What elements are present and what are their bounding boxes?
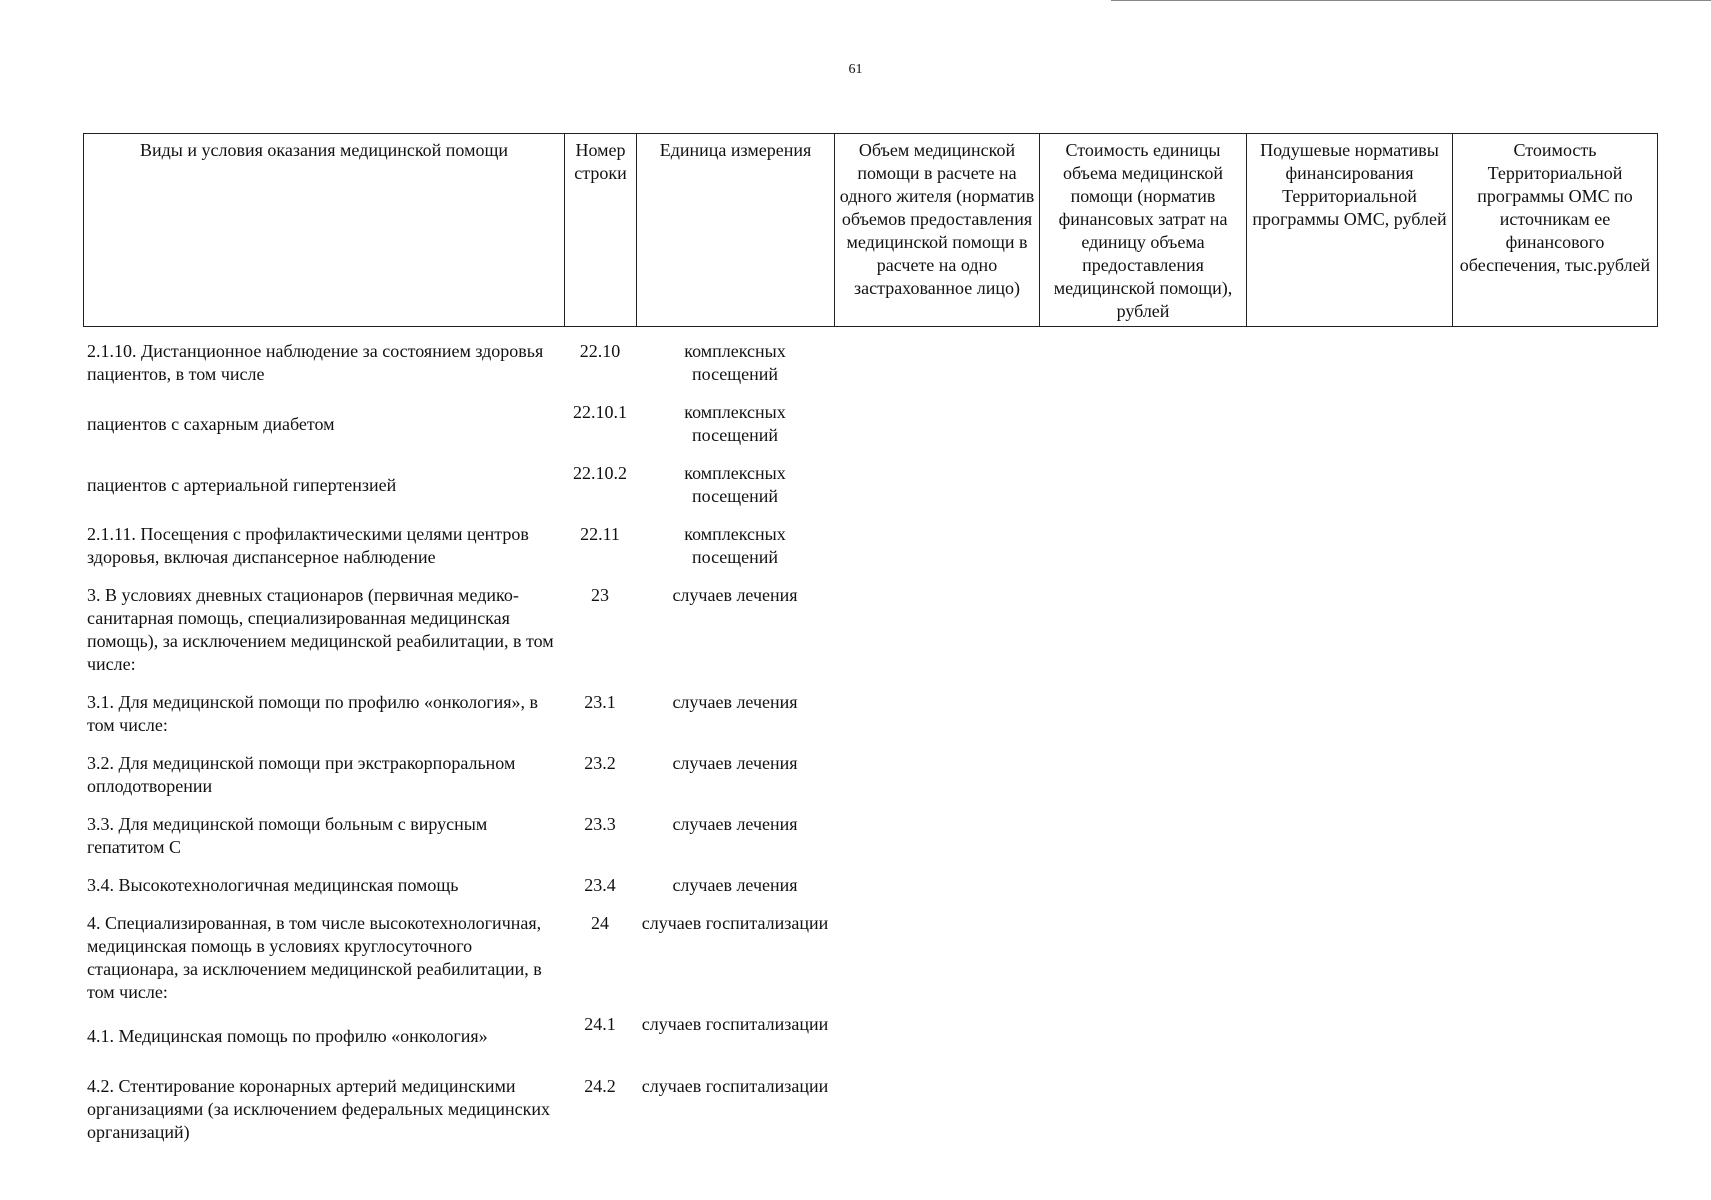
row-unit: случаев лечения — [672, 753, 798, 773]
row-name: 3.1. Для медицинской помощи по профилю «онкология», в том числе: — [87, 692, 538, 735]
col-header-unit: Единица измерения — [637, 134, 835, 327]
row-number: 23.4 — [584, 875, 616, 895]
row-unit: случаев лечения — [672, 814, 798, 834]
table-row — [83, 752, 834, 813]
row-number: 22.11 — [580, 524, 620, 544]
page-number: 61 — [848, 62, 863, 77]
row-name: 3. В условиях дневных стационаров (первичная медико-санитарная помощь, специализированная медицинская помощь), за исключением медицинской реабилитации, в том числе: — [87, 585, 554, 674]
top-edge-rule — [1111, 0, 1711, 1]
row-unit: случаев госпитализации — [641, 1076, 829, 1096]
col-header-row-number: Номер строки — [565, 134, 637, 327]
row-number: 24 — [591, 913, 609, 933]
col-header-program-cost: Стоимость Территориальной программы ОМС по источникам ее финансового обеспечения, тыс.рублей — [1453, 134, 1658, 327]
row-name: 4.2. Стентирование коронарных артерий медицинскими организациями (за исключением федеральных медицинских организаций) — [87, 1076, 551, 1142]
row-number: 23.3 — [584, 814, 616, 834]
table-row — [83, 401, 834, 462]
row-unit: комплексных посещений — [684, 463, 786, 506]
row-unit: случаев госпитализации — [641, 1014, 829, 1034]
table-row — [83, 462, 834, 523]
row-name: 4. Специализированная, в том числе высокотехнологичная, медицинская помощь в условиях круглосуточного стационара, за исключением медицинской реабилитации, в том числе: — [87, 913, 542, 1002]
table-row — [83, 584, 834, 691]
col-header-types: Виды и условия оказания медицинской помощи — [84, 134, 565, 327]
table-row — [83, 340, 834, 401]
row-number: 24.2 — [584, 1076, 616, 1096]
row-name: 2.1.11. Посещения с профилактическими целями центров здоровья, включая диспансерное наблюдение — [87, 524, 529, 567]
row-name: пациентов с сахарным диабетом — [87, 414, 335, 434]
row-unit: комплексных посещений — [684, 341, 786, 384]
table-row — [83, 912, 834, 1013]
col-header-per-capita: Подушевые нормативы финансирования Территориальной программы ОМС, рублей — [1247, 134, 1453, 327]
row-number: 22.10 — [579, 341, 621, 361]
row-number: 22.10.1 — [573, 402, 627, 422]
table-row — [83, 1075, 834, 1145]
col-header-unit-cost: Стоимость единицы объема медицинской помощи (норматив финансовых затрат на единицу объема предоставления медицинской помощи), рублей — [1040, 134, 1247, 327]
row-unit: случаев лечения — [672, 585, 798, 605]
col-header-volume: Объем медицинской помощи в расчете на одного жителя (норматив объемов предоставления медицинской помощи в расчете на одно застрахованное лицо) — [835, 134, 1040, 327]
table-row — [83, 691, 834, 752]
table-header — [83, 133, 1658, 327]
row-number: 23.1 — [584, 692, 616, 712]
table-row — [83, 523, 834, 584]
row-unit: случаев лечения — [672, 692, 798, 712]
table-row — [83, 813, 834, 874]
row-unit: случаев лечения — [672, 875, 798, 895]
row-unit: комплексных посещений — [684, 524, 786, 567]
row-name: 3.4. Высокотехнологичная медицинская помощь — [87, 875, 459, 895]
row-name: пациентов с артериальной гипертензией — [87, 475, 397, 495]
row-number: 24.1 — [584, 1014, 616, 1034]
row-name: 4.1. Медицинская помощь по профилю «онкология» — [87, 1026, 488, 1046]
row-number: 22.10.2 — [573, 463, 627, 483]
table-row — [83, 874, 834, 912]
row-unit: случаев госпитализации — [641, 913, 829, 933]
row-number: 23.2 — [584, 753, 616, 773]
table-row — [83, 1013, 834, 1075]
row-number: 23 — [591, 585, 609, 605]
row-unit: комплексных посещений — [684, 402, 786, 445]
table-body — [83, 340, 834, 1145]
row-name: 3.3. Для медицинской помощи больным с вирусным гепатитом С — [87, 814, 488, 857]
row-name: 3.2. Для медицинской помощи при экстракорпоральном оплодотворении — [87, 753, 516, 796]
row-name: 2.1.10. Дистанционное наблюдение за состоянием здоровья пациентов, в том числе — [87, 341, 544, 384]
